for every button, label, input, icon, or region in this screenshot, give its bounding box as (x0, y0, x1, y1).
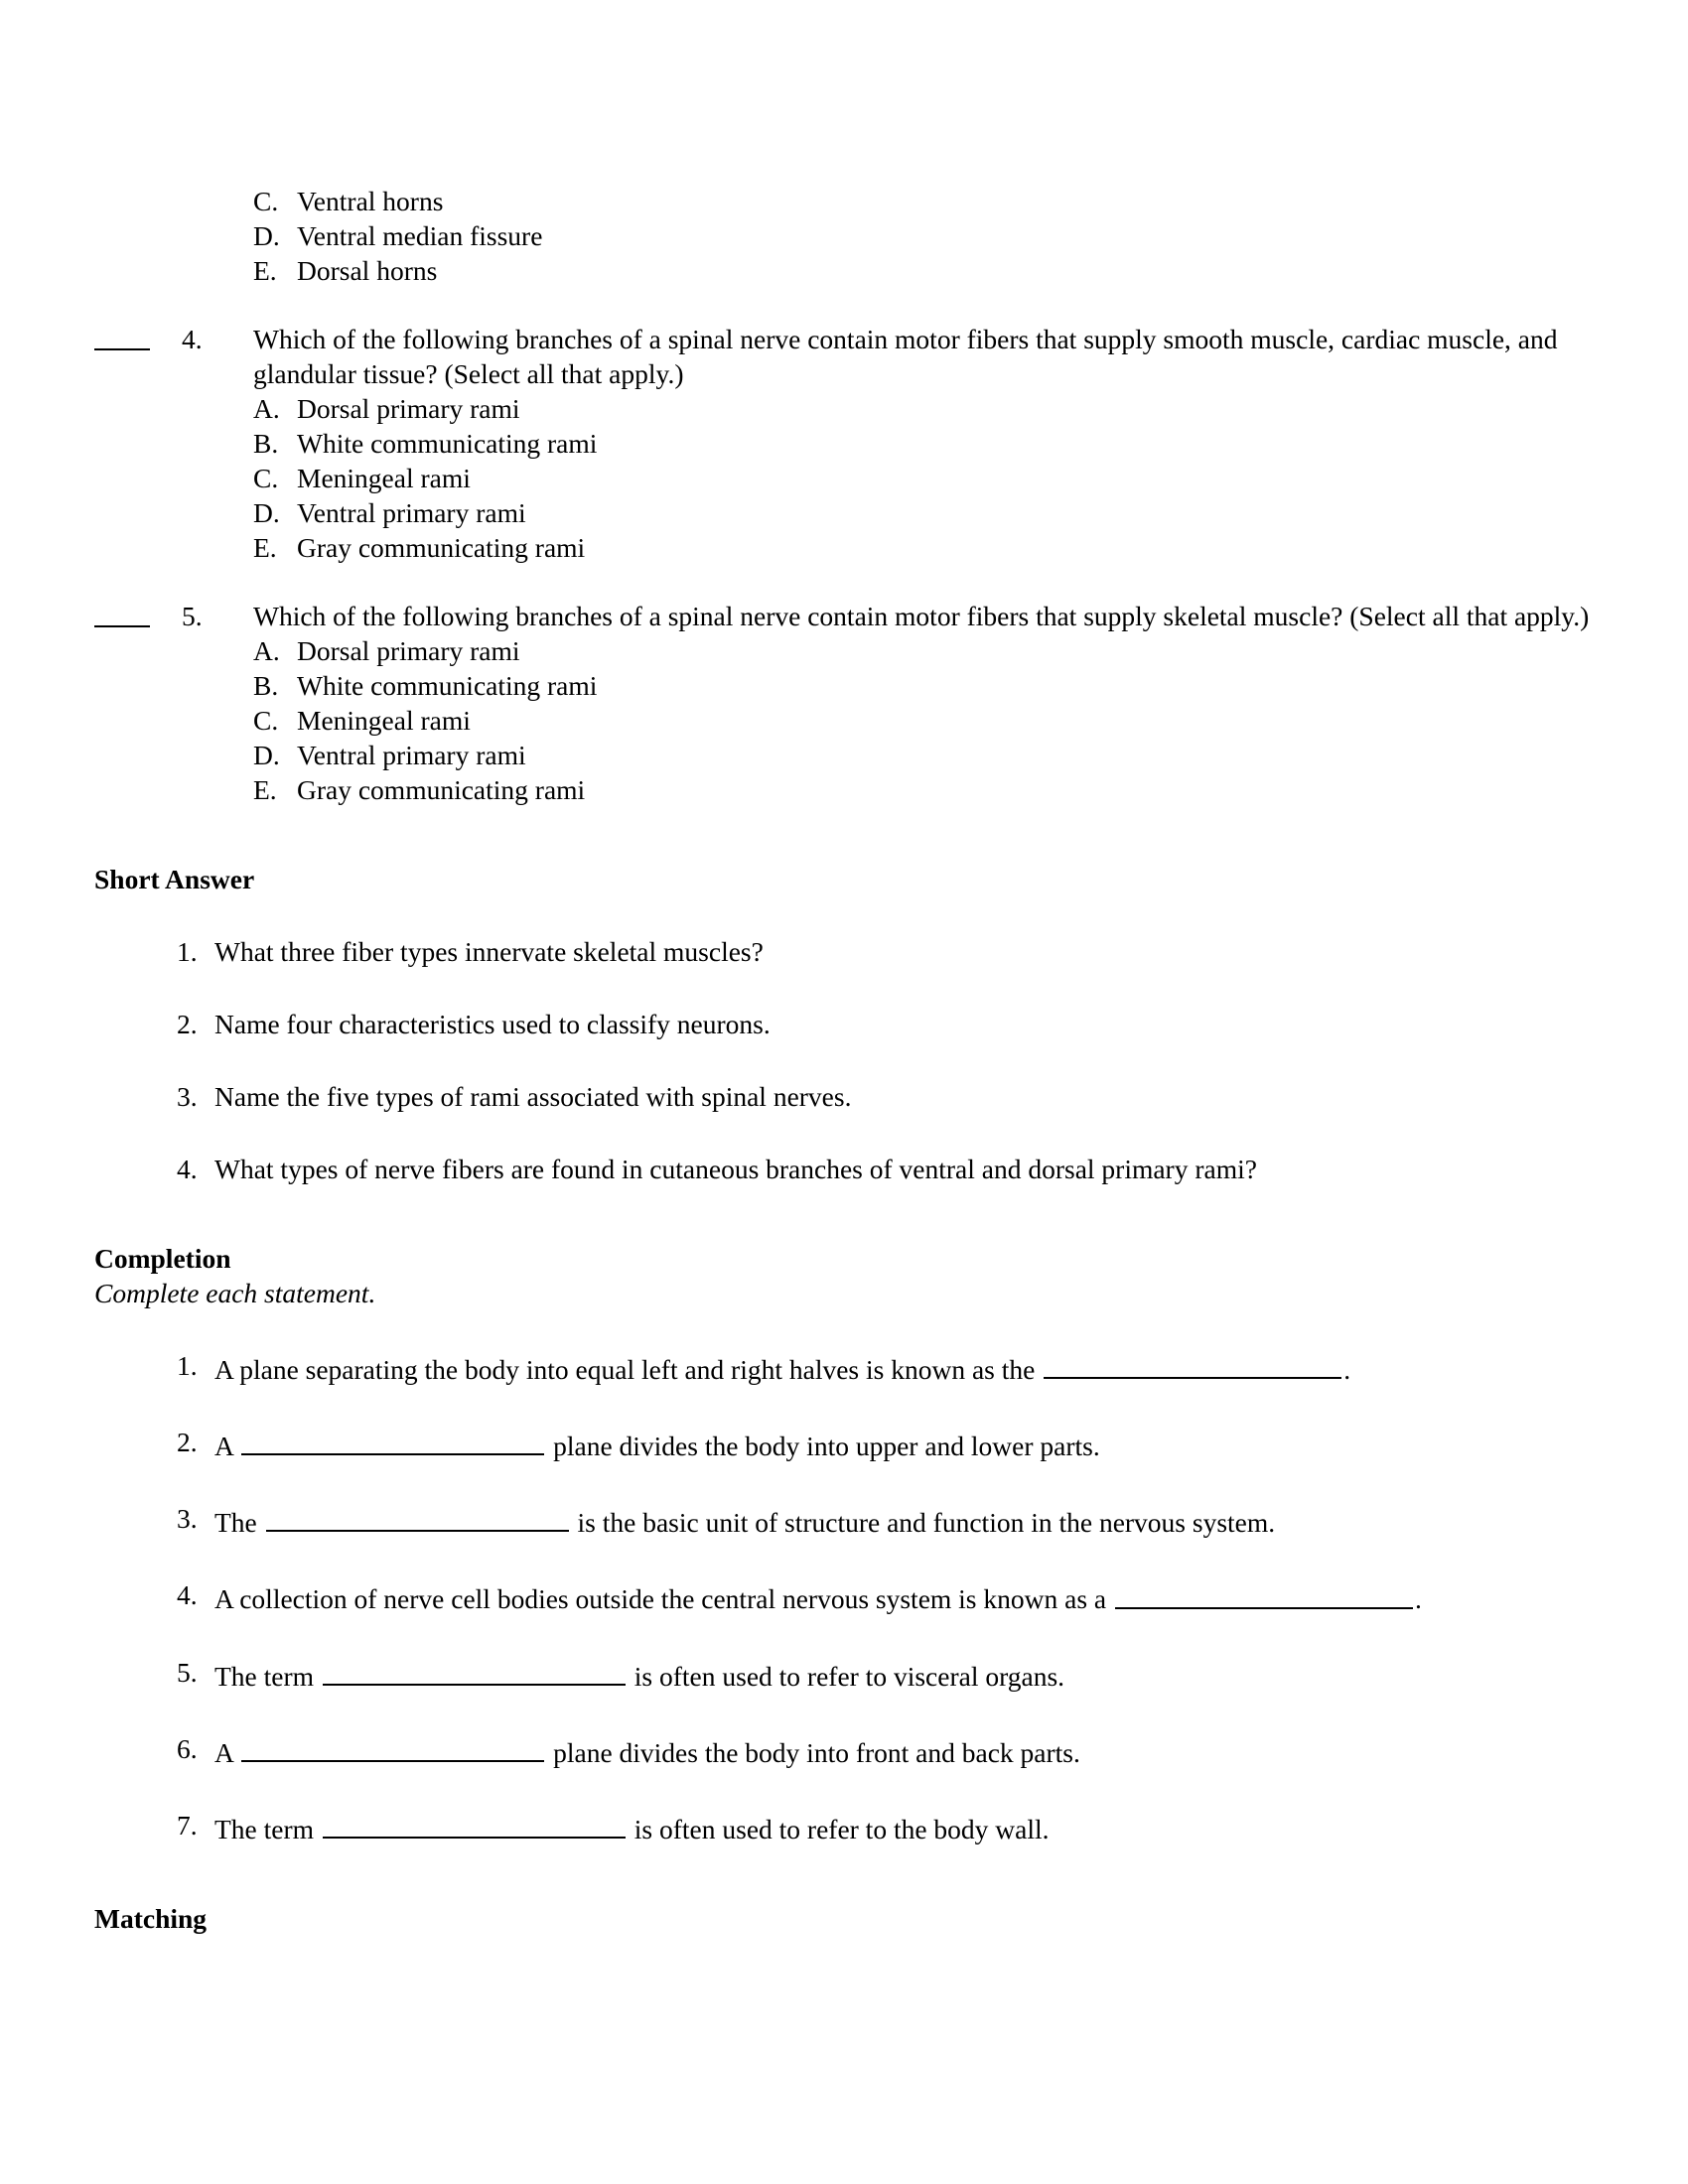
option-row (253, 218, 1614, 253)
item-text-after: plane divides the body into front and back parts. (546, 1736, 1080, 1768)
fill-in-blank[interactable] (323, 1808, 626, 1839)
option-letter: B. (253, 428, 279, 459)
completion-item (94, 1425, 1614, 1463)
short-answer-item (94, 1152, 1614, 1186)
option-list (253, 391, 1614, 565)
item-text (214, 1501, 1614, 1540)
option-letter: B. (253, 670, 279, 701)
item-number: 4. (177, 1579, 198, 1611)
option-text: White communicating rami (297, 428, 598, 459)
option-letter: C. (253, 705, 279, 736)
item-text (214, 1348, 1614, 1387)
item-text-before: The (214, 1507, 264, 1539)
item-text: What types of nerve fibers are found in cutaneous branches of ventral and dorsal primary rami? (214, 1154, 1257, 1184)
option-row (253, 772, 1614, 807)
option-row (253, 495, 1614, 530)
item-number: 3. (177, 1503, 198, 1535)
item-text-before: A collection of nerve cell bodies outside the central nervous system is known as a (214, 1583, 1113, 1615)
option-row (253, 391, 1614, 426)
option-letter: A. (253, 635, 280, 666)
completion-item (94, 1577, 1614, 1616)
option-text: Dorsal primary rami (297, 393, 520, 424)
item-text-before: The term (214, 1660, 321, 1692)
option-row (253, 668, 1614, 703)
item-text-before: A plane separating the body into equal left and right halves is known as the (214, 1354, 1043, 1386)
item-text-after: is the basic unit of structure and function in the nervous system. (570, 1507, 1276, 1539)
completion-heading: Completion (94, 1243, 231, 1274)
item-number: 1. (177, 936, 198, 967)
option-letter: C. (253, 186, 279, 216)
item-text-after: plane divides the body into upper and lower parts. (546, 1431, 1100, 1462)
option-letter: C. (253, 463, 279, 493)
item-text-after: is often used to refer to visceral organs. (627, 1660, 1065, 1692)
option-text: Meningeal rami (297, 463, 471, 493)
option-letter: E. (253, 774, 277, 805)
completion-item (94, 1808, 1614, 1846)
item-text-after: . (1343, 1354, 1351, 1386)
option-row (253, 426, 1614, 461)
item-number: 5. (177, 1656, 198, 1688)
item-text-after: is often used to refer to the body wall. (627, 1813, 1050, 1844)
multiple-choice-question-5 (94, 599, 1614, 807)
item-text (214, 1577, 1614, 1616)
short-answer-item (94, 1079, 1614, 1114)
completion-item (94, 1348, 1614, 1387)
item-text-after: . (1414, 1583, 1422, 1615)
option-text: Gray communicating rami (297, 532, 586, 563)
fill-in-blank[interactable] (323, 1655, 626, 1686)
item-text-before: A (214, 1736, 240, 1768)
item-number: 2. (177, 1009, 198, 1039)
option-text: Ventral horns (297, 186, 444, 216)
answer-blank-line (94, 604, 150, 627)
option-row (253, 253, 1614, 288)
completion-instruction: Complete each statement. (94, 1278, 376, 1308)
item-text (214, 1425, 1614, 1463)
option-text: Dorsal horns (297, 255, 438, 286)
option-row (253, 633, 1614, 668)
item-number: 6. (177, 1732, 198, 1764)
item-number: 1. (177, 1350, 198, 1381)
option-text: Ventral median fissure (297, 220, 543, 251)
option-row (253, 184, 1614, 218)
option-text: Dorsal primary rami (297, 635, 520, 666)
answer-blank-4[interactable] (94, 322, 182, 358)
item-text: Name four characteristics used to classify neurons. (214, 1009, 771, 1039)
completion-item (94, 1655, 1614, 1694)
question-number: 4. (182, 324, 203, 354)
fill-in-blank[interactable] (241, 1425, 544, 1455)
item-text: Name the five types of rami associated with spinal nerves. (214, 1081, 852, 1112)
fill-in-blank[interactable] (1044, 1348, 1341, 1379)
fill-in-blank[interactable] (241, 1731, 544, 1762)
item-number: 2. (177, 1427, 198, 1458)
option-letter: D. (253, 497, 280, 528)
option-letter: D. (253, 740, 280, 770)
item-number: 7. (177, 1809, 198, 1841)
option-letter: D. (253, 220, 280, 251)
question-number: 5. (182, 601, 203, 631)
item-number: 4. (177, 1154, 198, 1184)
item-text (214, 1731, 1614, 1770)
matching-heading: Matching (94, 1902, 208, 1934)
answer-blank-5[interactable] (94, 599, 182, 635)
option-row (253, 461, 1614, 495)
answer-blank-line (94, 327, 150, 350)
short-answer-item (94, 934, 1614, 969)
option-row (253, 530, 1614, 565)
option-list (253, 633, 1614, 807)
question-stem: Which of the following branches of a spinal nerve contain motor fibers that supply smooth muscle, cardiac muscle, and glandular tissue? (Select all that apply.) (253, 324, 1558, 389)
question-stem: Which of the following branches of a spinal nerve contain motor fibers that supply skeletal muscle? (Select all that apply.) (253, 601, 1590, 631)
completion-list (94, 1348, 1614, 1846)
option-text: Ventral primary rami (297, 497, 526, 528)
item-text-before: The term (214, 1813, 321, 1844)
item-text-before: A (214, 1431, 240, 1462)
option-letter: A. (253, 393, 280, 424)
completion-item (94, 1731, 1614, 1770)
short-answer-heading: Short Answer (94, 864, 255, 894)
item-text (214, 1655, 1614, 1694)
short-answer-item (94, 1007, 1614, 1041)
item-number: 3. (177, 1081, 198, 1112)
short-answer-list (94, 934, 1614, 1186)
continued-options-list (253, 184, 1614, 288)
option-text: White communicating rami (297, 670, 598, 701)
multiple-choice-question-4 (94, 322, 1614, 565)
option-letter: E. (253, 532, 277, 563)
fill-in-blank[interactable] (266, 1501, 569, 1532)
option-letter: E. (253, 255, 277, 286)
option-row (253, 703, 1614, 738)
fill-in-blank[interactable] (1115, 1577, 1413, 1608)
completion-item (94, 1501, 1614, 1540)
item-text (214, 1808, 1614, 1846)
option-text: Ventral primary rami (297, 740, 526, 770)
item-text: What three fiber types innervate skeletal muscles? (214, 936, 764, 967)
option-row (253, 738, 1614, 772)
option-text: Meningeal rami (297, 705, 471, 736)
option-text: Gray communicating rami (297, 774, 586, 805)
